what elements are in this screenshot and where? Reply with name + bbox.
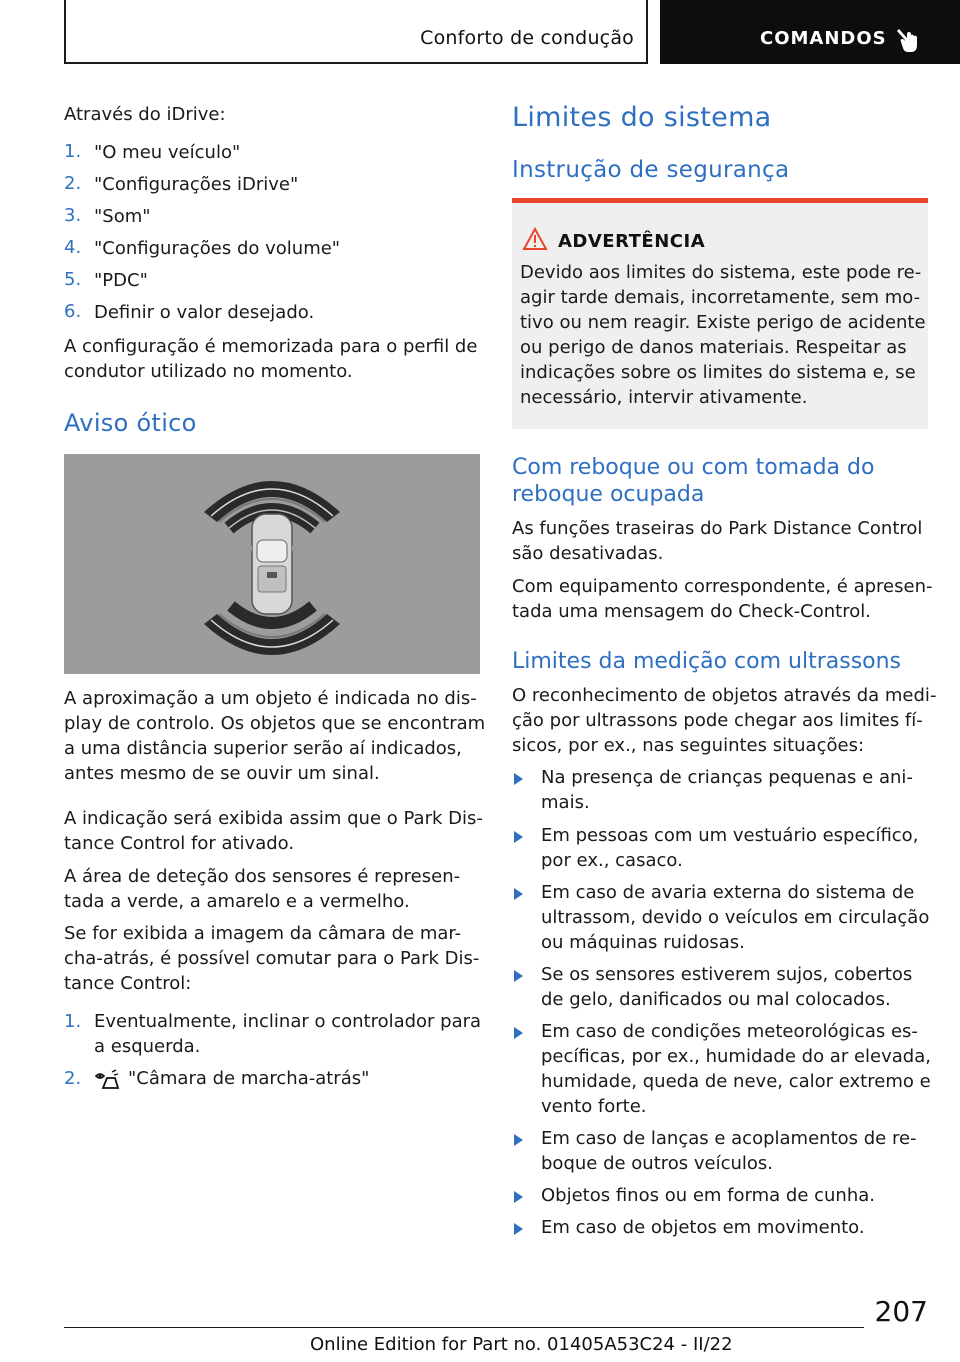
paragraph-line: cha-atrás, é possível comutar para o Park Dis- [64, 948, 480, 969]
bullet-text: Em caso de avaria externa do sistema de [541, 882, 915, 903]
rear-camera-icon [94, 1068, 120, 1090]
bullet-arrow-icon [514, 970, 523, 982]
paragraph-line: tada a verde, a amarelo e a vermelho. [64, 891, 410, 912]
bullet-arrow-icon [514, 1223, 523, 1235]
bullet-text: de gelo, danificados ou mal colocados. [541, 989, 891, 1010]
bullet-text: por ex., casaco. [541, 850, 683, 871]
bullet-text: ultrassom, devido o veículos em circulação [541, 907, 930, 928]
header-chapter-title: COMANDOS [760, 28, 887, 49]
paragraph-line: a uma distância superior serão aí indicados, [64, 738, 462, 759]
bullet-arrow-icon [514, 1191, 523, 1203]
bullet-text: Em pessoas com um vestuário específico, [541, 825, 919, 846]
paragraph-line: tance Control for ativado. [64, 833, 295, 854]
warning-triangle-icon [522, 227, 548, 251]
step-number: 5. [64, 269, 82, 290]
bullet-arrow-icon [514, 831, 523, 843]
heading-aviso-otico: Aviso ótico [64, 409, 197, 437]
heading-reboque-l1: Com reboque ou com tomada do [512, 455, 875, 480]
paragraph-line: A área de deteção dos sensores é represen- [64, 866, 461, 887]
paragraph-line: tada uma mensagem do Check-Control. [512, 601, 871, 622]
bullet-text: humidade, queda de neve, calor extremo e [541, 1071, 931, 1092]
step-text: "PDC" [94, 270, 148, 291]
warning-label: ADVERTÊNCIA [558, 231, 706, 252]
bullet-arrow-icon [514, 773, 523, 785]
header-chapter-box [660, 0, 960, 64]
step-number: 1. [64, 141, 82, 162]
paragraph-line: Se for exibida a imagem da câmara de mar- [64, 923, 462, 944]
bullet-text: Na presença de crianças pequenas e ani- [541, 767, 913, 788]
step-number: 4. [64, 237, 82, 258]
paragraph-line: Com equipamento correspondente, é apresen- [512, 576, 933, 597]
memo-line-1: A configuração é memorizada para o perfil de [64, 336, 478, 357]
edition-text: Online Edition for Part no. 01405A53C24 - II/22 [310, 1334, 733, 1355]
memo-line-2: condutor utilizado no momento. [64, 361, 353, 382]
bullet-arrow-icon [514, 888, 523, 900]
bullet-text: Em caso de lanças e acoplamentos de re- [541, 1128, 917, 1149]
warning-line: agir tarde demais, incorretamente, sem mo- [520, 287, 921, 308]
warning-box [512, 198, 928, 429]
step-text: "Configurações do volume" [94, 238, 341, 259]
step-text: "Câmara de marcha-atrás" [128, 1068, 370, 1089]
bullet-text: boque de outros veículos. [541, 1153, 774, 1174]
pdc-display-image [64, 454, 480, 674]
header-section-title: Conforto de condução [420, 27, 634, 49]
bullet-text: pecíficas, por ex., humidade do ar elevada, [541, 1046, 931, 1067]
heading-reboque-l2: reboque ocupada [512, 482, 705, 507]
bullet-text: Em caso de objetos em movimento. [541, 1217, 865, 1238]
header-section-box [64, 0, 648, 64]
paragraph-line: As funções traseiras do Park Distance Control [512, 518, 923, 539]
bullet-arrow-icon [514, 1027, 523, 1039]
step-number: 2. [64, 173, 82, 194]
bullet-text: Em caso de condições meteorológicas es- [541, 1021, 918, 1042]
bullet-text: vento forte. [541, 1096, 647, 1117]
step-text: "Configurações iDrive" [94, 174, 299, 195]
paragraph-line: antes mesmo de se ouvir um sinal. [64, 763, 380, 784]
paragraph-line: são desativadas. [512, 543, 664, 564]
heading-limites-do-sistema: Limites do sistema [512, 102, 772, 133]
paragraph-line: tance Control: [64, 973, 192, 994]
warning-line: indicações sobre os limites do sistema e, se [520, 362, 916, 383]
step-text: "O meu veículo" [94, 142, 241, 163]
bullet-text: mais. [541, 792, 590, 813]
pointing-hand-icon [896, 26, 920, 54]
paragraph-line: sicos, por ex., nas seguintes situações: [512, 735, 865, 756]
heading-medicao-ultrassons: Limites da medição com ultrassons [512, 649, 902, 674]
paragraph-line: A aproximação a um objeto é indicada no dis- [64, 688, 477, 709]
paragraph-line: play de controlo. Os objetos que se encontram [64, 713, 486, 734]
bullet-arrow-icon [514, 1134, 523, 1146]
bullet-text: Se os sensores estiverem sujos, cobertos [541, 964, 913, 985]
step-number: 3. [64, 205, 82, 226]
heading-instrucao-seguranca: Instrução de segurança [512, 157, 790, 183]
paragraph-line: ção por ultrassons pode chegar aos limites fí- [512, 710, 923, 731]
intro-text: Através do iDrive: [64, 104, 226, 125]
warning-line: ou perigo de danos materiais. Respeitar as [520, 337, 907, 358]
step-number: 2. [64, 1068, 82, 1089]
step-number: 6. [64, 301, 82, 322]
warning-line: necessário, intervir ativamente. [520, 387, 808, 408]
step-text: Eventualmente, inclinar o controlador para [94, 1011, 482, 1032]
paragraph-line: A indicação será exibida assim que o Park Dis- [64, 808, 483, 829]
step-number: 1. [64, 1011, 82, 1032]
page-number: 207 [874, 1295, 928, 1328]
step-text: Definir o valor desejado. [94, 302, 315, 323]
step-text: a esquerda. [94, 1036, 201, 1057]
warning-line: tivo ou nem reagir. Existe perigo de acidente [520, 312, 926, 333]
footer-rule [64, 1327, 864, 1328]
warning-line: Devido aos limites do sistema, este pode re- [520, 262, 922, 283]
bullet-text: ou máquinas ruidosas. [541, 932, 745, 953]
bullet-text: Objetos finos ou em forma de cunha. [541, 1185, 875, 1206]
paragraph-line: O reconhecimento de objetos através da medi- [512, 685, 937, 706]
step-text: "Som" [94, 206, 151, 227]
